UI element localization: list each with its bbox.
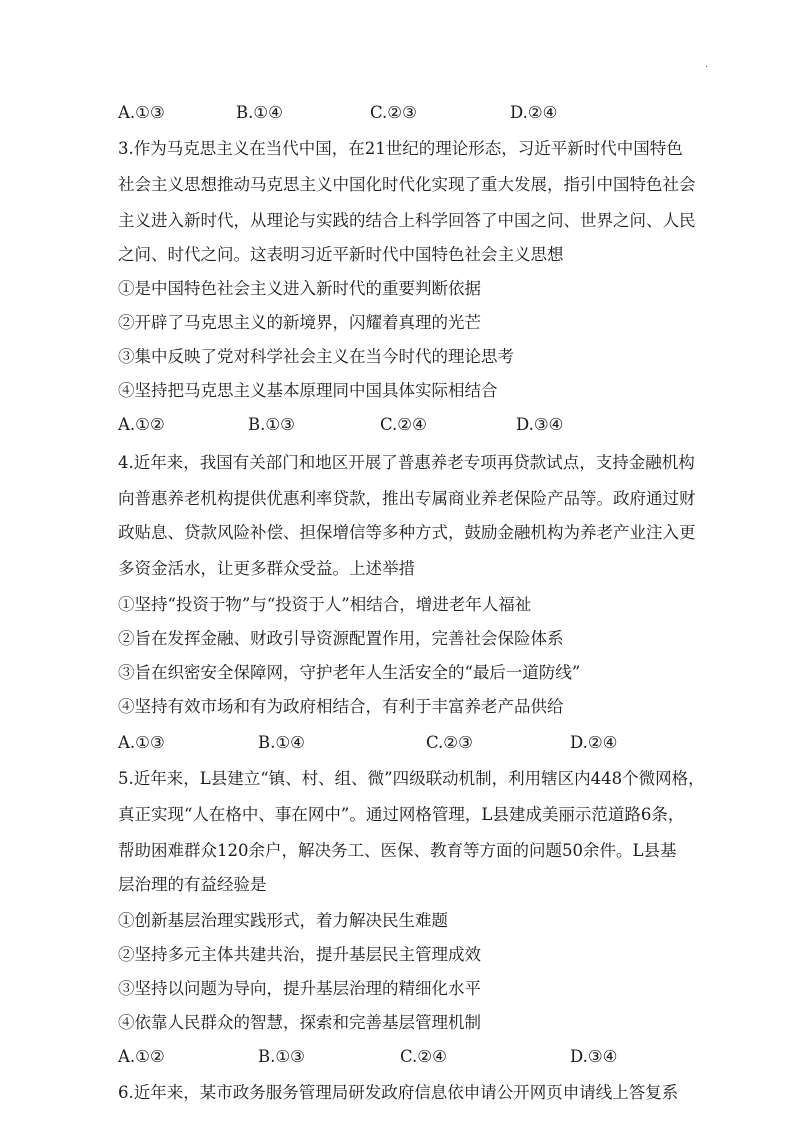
q4-option-a: A.①③ xyxy=(118,733,165,752)
q3-option-d: D.③④ xyxy=(516,415,564,434)
q4-item-1: ①坚持“投资于物”与“投资于人”相结合，增进老年人福祉 xyxy=(118,595,532,614)
q3-option-c: C.②④ xyxy=(380,415,427,434)
q4-stem-line-2: 向普惠养老机构提供优惠利率贷款，推出专属商业养老保险产品等。政府通过财 xyxy=(118,489,696,508)
q5-stem-line-4: 层治理的有益经验是 xyxy=(118,875,267,894)
q3-option-b: B.①③ xyxy=(248,415,295,434)
q5-item-2: ②坚持多元主体共建共治，提升基层民主管理成效 xyxy=(118,945,481,964)
q4-options xyxy=(118,732,708,754)
q3-item-2: ②开辟了马克思主义的新境界，闪耀着真理的光芒 xyxy=(118,313,481,332)
q3-item-1: ①是中国特色社会主义进入新时代的重要判断依据 xyxy=(118,279,481,298)
q4-item-3: ③旨在织密安全保障网，守护老年人生活安全的“最后一道防线” xyxy=(118,663,581,682)
q2-option-c: C.②③ xyxy=(370,103,417,122)
q3-stem-line-2: 社会主义思想推动马克思主义中国化时代化实现了重大发展，指引中国特色社会 xyxy=(118,175,696,194)
q5-option-c: C.②④ xyxy=(400,1047,447,1066)
q3-item-4: ④坚持把马克思主义基本原理同中国具体实际相结合 xyxy=(118,381,498,400)
q4-stem-line-3: 政贴息、贷款风险补偿、担保增信等多种方式，鼓励金融机构为养老产业注入更 xyxy=(118,523,696,542)
q4-stem-line-1: 4.近年来，我国有关部门和地区开展了普惠养老专项再贷款试点，支持金融机构 xyxy=(118,453,695,472)
q2-option-b: B.①④ xyxy=(236,103,283,122)
q5-option-a: A.①② xyxy=(118,1047,165,1066)
q3-stem-line-4: 之问、时代之问。这表明习近平新时代中国特色社会主义思想 xyxy=(118,245,564,264)
q4-option-d: D.②④ xyxy=(570,733,618,752)
q5-item-1: ①创新基层治理实践形式，着力解决民生难题 xyxy=(118,911,448,930)
q4-option-c: C.②③ xyxy=(426,733,473,752)
q4-item-4: ④坚持有效市场和有为政府相结合，有利于丰富养老产品供给 xyxy=(118,697,564,716)
q5-stem-line-3: 帮助困难群众120余户，解决务工、医保、教育等方面的问题50余件。L县基 xyxy=(118,841,677,860)
q2-options xyxy=(118,102,708,124)
q3-options xyxy=(118,414,708,436)
q5-stem-line-1: 5.近年来，L县建立“镇、村、组、微”四级联动机制，利用辖区内448个微网格， xyxy=(118,769,705,788)
q4-stem-line-4: 多资金活水，让更多群众受益。上述举措 xyxy=(118,559,415,578)
q4-item-2: ②旨在发挥金融、财政引导资源配置作用，完善社会保险体系 xyxy=(118,629,564,648)
q3-item-3: ③集中反映了党对科学社会主义在当今时代的理论思考 xyxy=(118,347,514,366)
q6-stem-line-1: 6.近年来，某市政务服务管理局研发政府信息依申请公开网页申请线上答复系 xyxy=(118,1083,679,1102)
q2-option-a: A.①③ xyxy=(118,103,165,122)
q3-stem-line-1: 3.作为马克思主义在当代中国，在21世纪的理论形态，习近平新时代中国特色 xyxy=(118,139,683,158)
corner-mark: · xyxy=(705,62,709,73)
q3-option-a: A.①② xyxy=(118,415,165,434)
q5-item-4: ④依靠人民群众的智慧，探索和完善基层管理机制 xyxy=(118,1013,481,1032)
q5-option-d: D.③④ xyxy=(570,1047,618,1066)
q5-stem-line-2: 真正实现“人在格中、事在网中”。通过网格管理，L县建成美丽示范道路6条， xyxy=(118,805,685,824)
q5-item-3: ③坚持以问题为导向，提升基层治理的精细化水平 xyxy=(118,979,481,998)
q5-option-b: B.①③ xyxy=(258,1047,305,1066)
q5-options xyxy=(118,1046,708,1068)
q3-stem-line-3: 主义进入新时代，从理论与实践的结合上科学回答了中国之问、世界之问、人民 xyxy=(118,211,696,230)
q4-option-b: B.①④ xyxy=(258,733,305,752)
q2-option-d: D.②④ xyxy=(510,103,558,122)
